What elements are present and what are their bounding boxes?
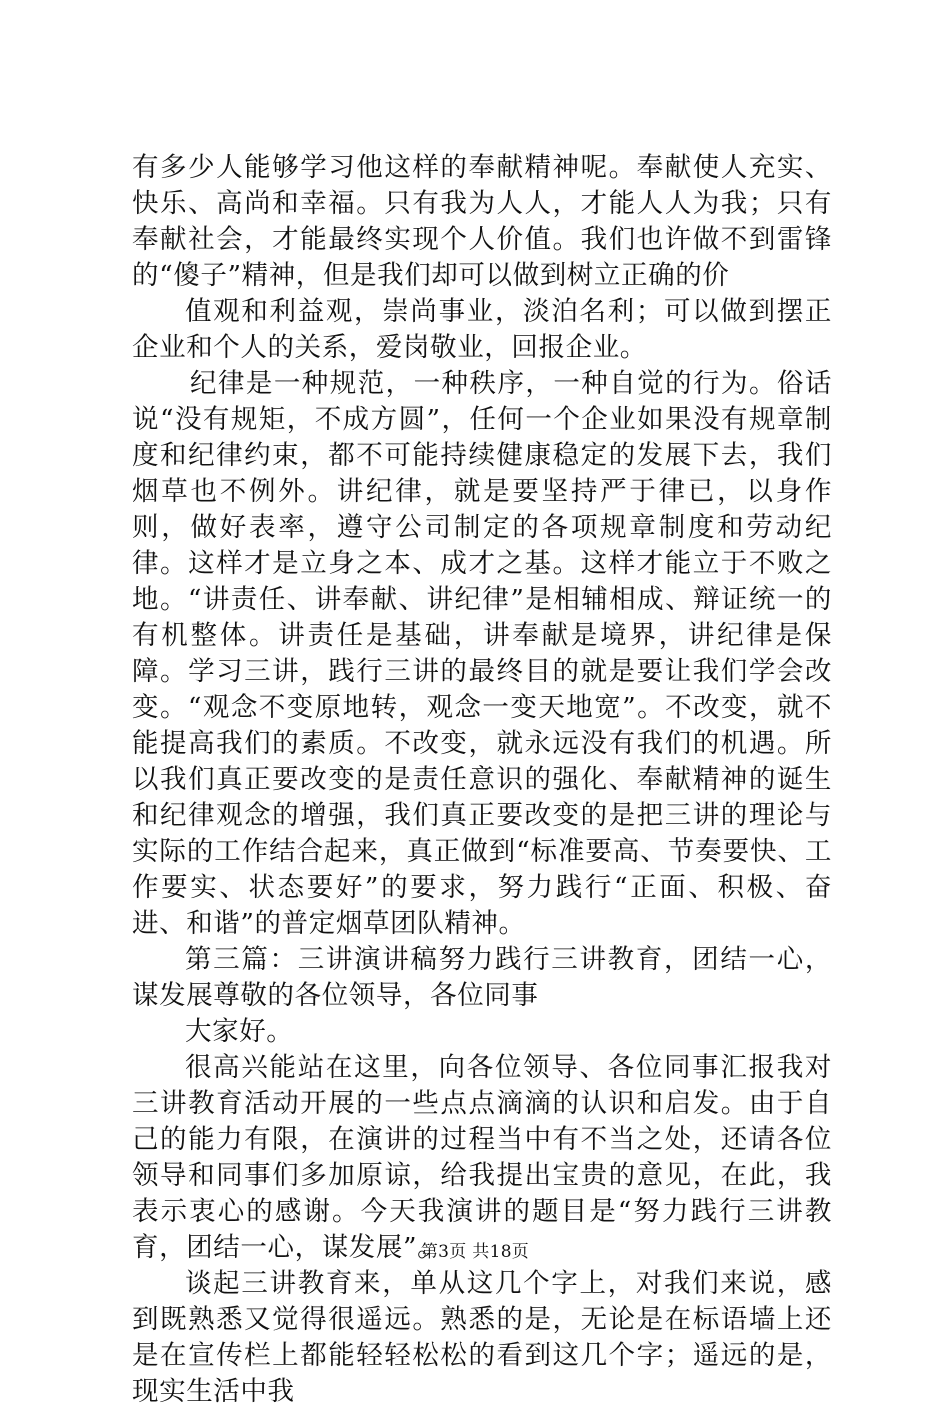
paragraph-7: 谈起三讲教育来，单从这几个字上，对我们来说，感到既熟悉又觉得很遥远。熟悉的是，无论是在标语墙上还是在宣传栏上都能轻轻松松的看到这几个字；遥远的是，现实生活中我 [132,1268,832,1407]
paragraph-3: 纪律是一种规范，一种秩序，一种自觉的行为。俗话说“没有规矩，不成方圆”，任何一个企业如果没有规章制度和纪律约束，都不可能持续健康稳定的发展下去，我们烟草也不例外。讲纪律，就是要坚持严于律已，以身作则，做好表率，遵守公司制定的各项规章制度和劳动纪律。这样才是立身之本、成才之基。这样才能立于不败之地。“讲责任、讲奉献、讲纪律”是相辅相成、辩证统一的有机整体。讲责任是基础，讲奉献是境界，讲纪律是保障。学习三讲，践行三讲的最终目的就是要让我们学会改变。“观念不变原地转，观念一变天地宽”。不改变，就不能提高我们的素质。不改变，就永远没有我们的机遇。所以我们真正要改变的是责任意识的强化、奉献精神的诞生和纪律观念的增强，我们真正要改变的是把三讲的理论与实际的工作结合起来，真正做到“标准要高、节奏要快、工作要实、状态要好”的要求，努力践行“正面、积极、奋进、和谐”的普定烟草团队精神。 [132,368,832,939]
paragraph-1: 有多少人能够学习他这样的奉献精神呢。奉献使人充实、快乐、高尚和幸福。只有我为人人，才能人人为我；只有奉献社会，才能最终实现个人价值。我们也许做不到雷锋的“傻子”精神，但是我们却可以做到树立正确的价 [132,152,832,291]
page-number-footer: 第3页 共18页 [420,1242,530,1262]
document-body [132,150,832,1410]
paragraph-6: 很高兴能站在这里，向各位领导、各位同事汇报我对三讲教育活动开展的一些点点滴滴的认识和启发。由于自己的能力有限，在演讲的过程当中有不当之处，还请各位领导和同事们多加原谅，给我提出宝贵的意见，在此，我表示衷心的感谢。今天我演讲的题目是“努力践行三讲教育，团结一心，谋发展”。 [132,1052,832,1263]
greeting: 大家好。 [185,1016,294,1047]
paragraph-2: 值观和利益观，崇尚事业，淡泊名利；可以做到摆正企业和个人的关系，爱岗敬业，回报企业。 [132,296,832,363]
section-heading: 第三篇：三讲演讲稿努力践行三讲教育，团结一心，谋发展尊敬的各位领导，各位同事 [132,944,832,1011]
